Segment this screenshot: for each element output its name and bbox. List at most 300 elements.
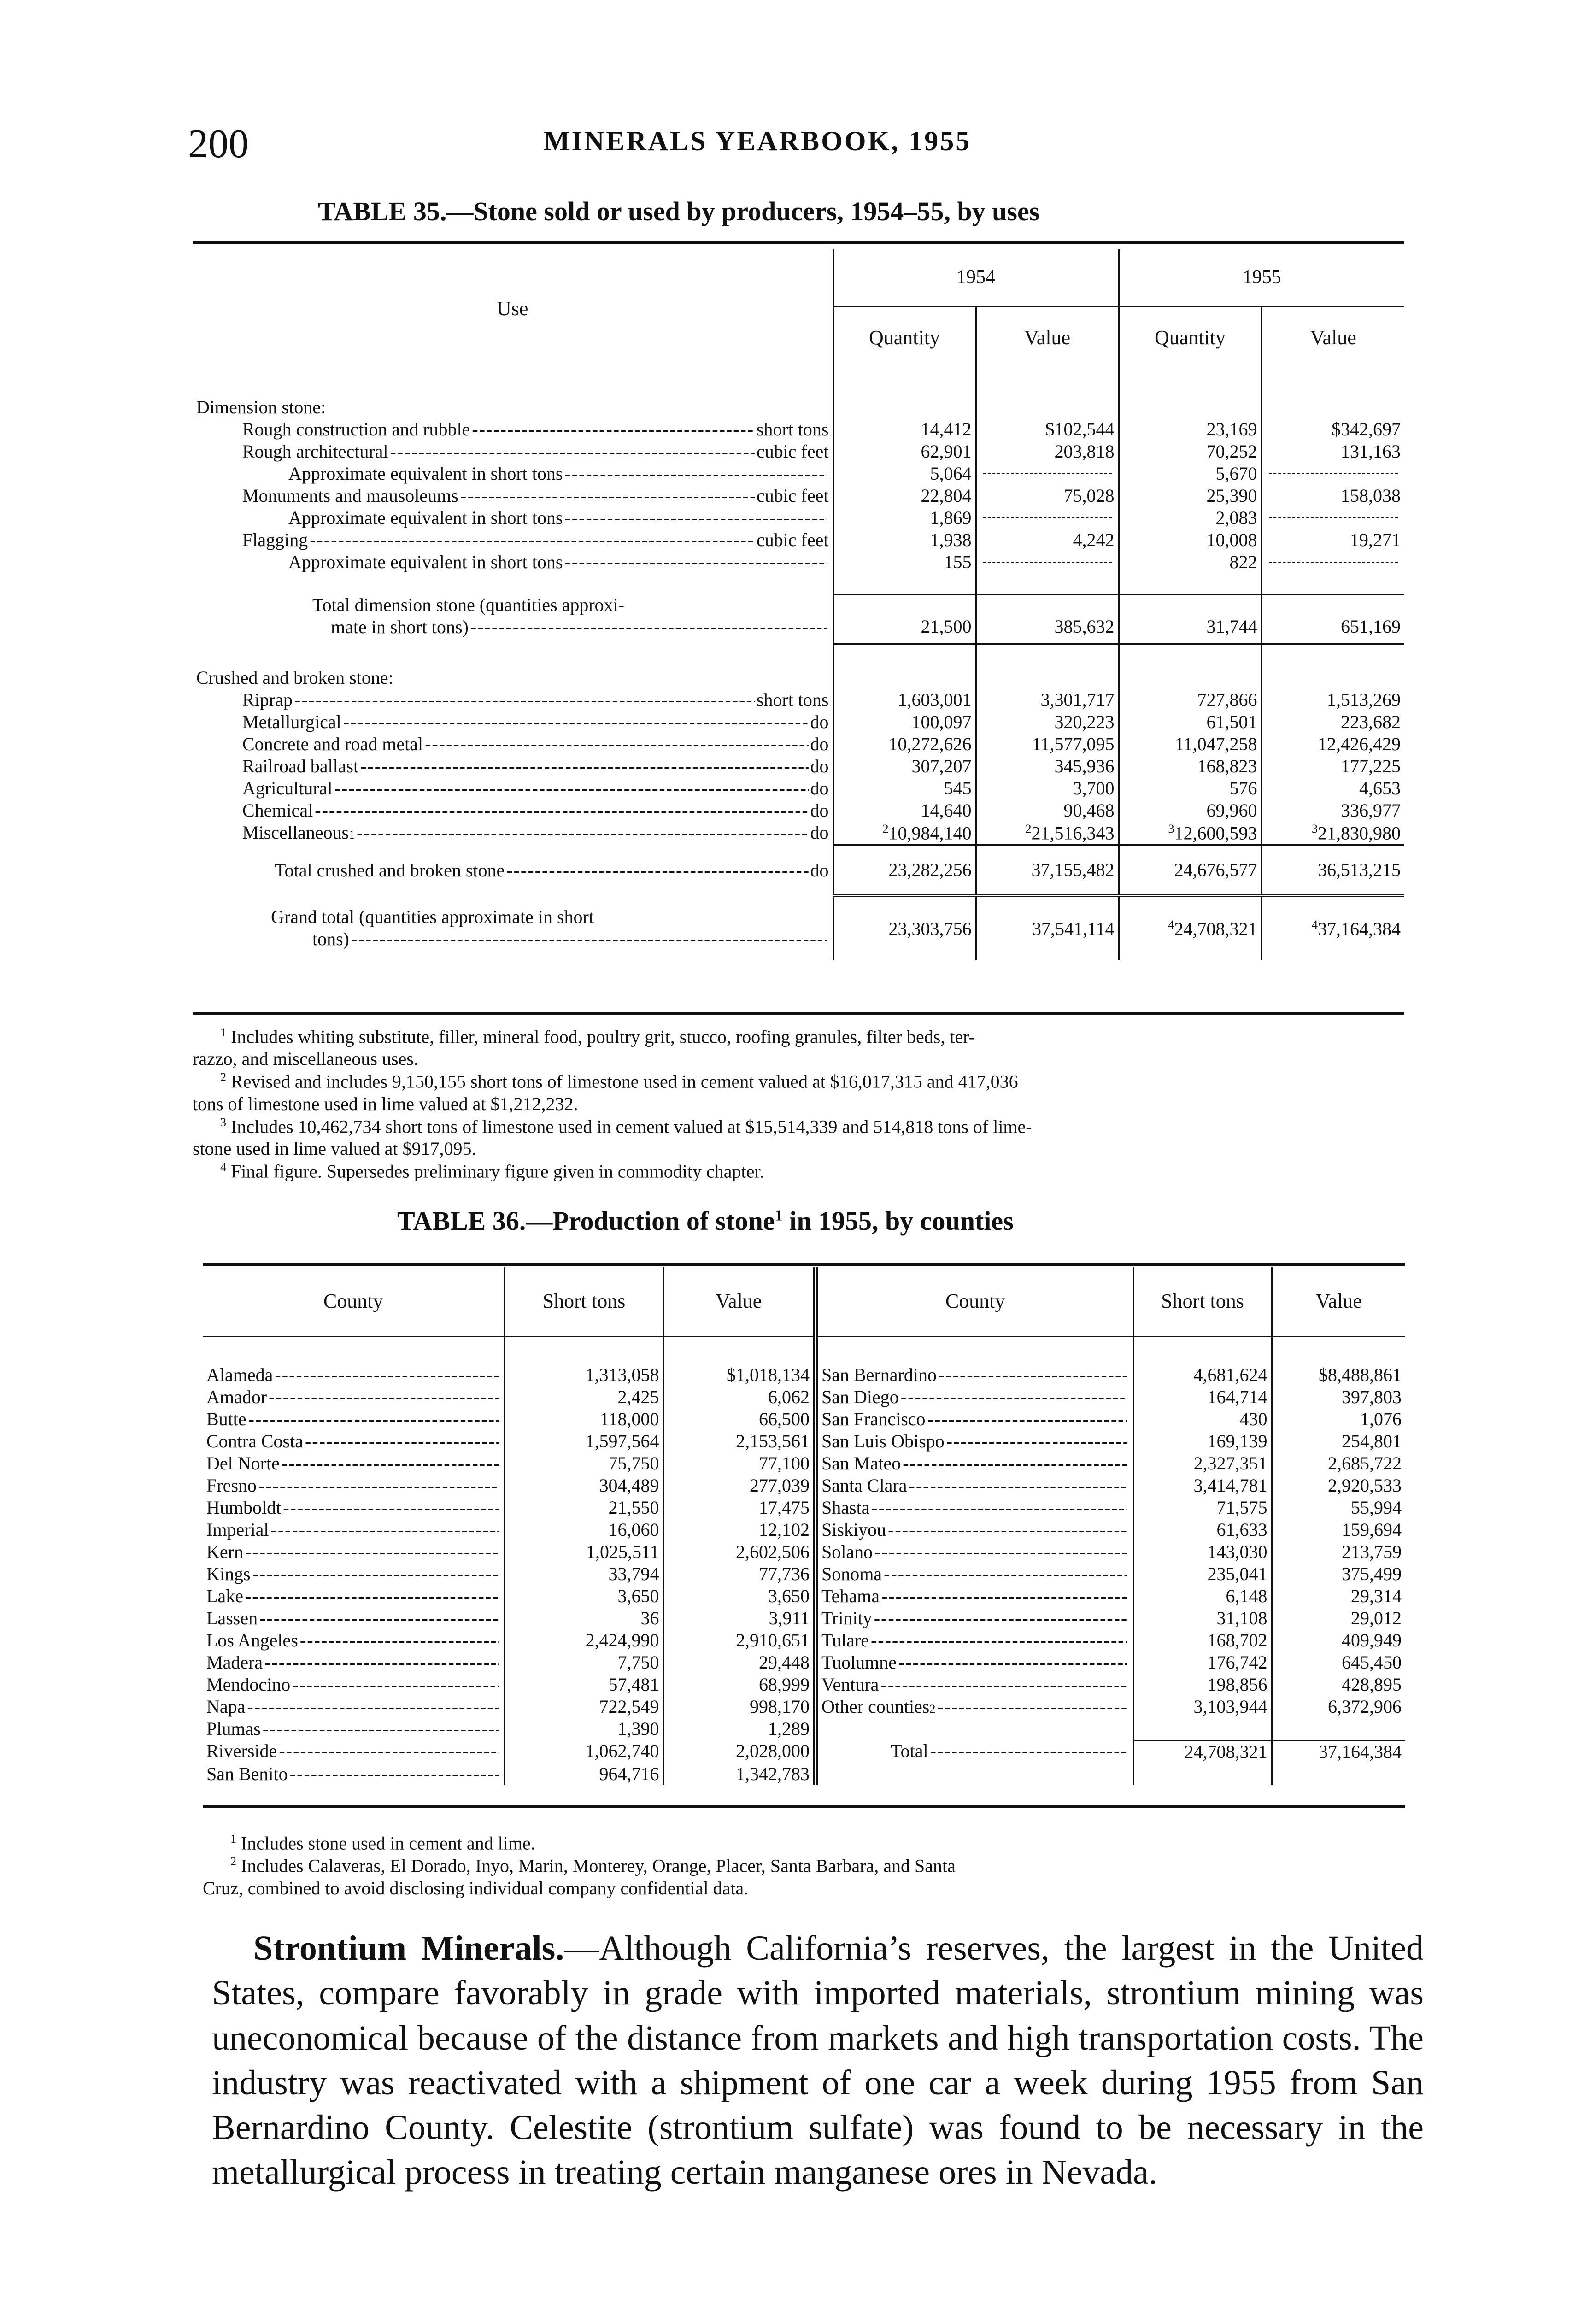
row-label-text: Sonoma [821, 1563, 882, 1584]
row-label-text: Grand total (quantities approximate in short [271, 906, 594, 927]
footnote-marker: 1 [220, 1026, 226, 1039]
table-cell [663, 1696, 816, 1718]
table-row-label [816, 1386, 1133, 1408]
cell-value: $102,544 [1045, 419, 1115, 440]
table-row-label [816, 1497, 1133, 1519]
table-row-label [203, 1386, 505, 1408]
table-row-label [193, 418, 833, 441]
footnote-marker: 1 [349, 828, 355, 841]
table-cell [833, 896, 976, 960]
table-cell [1119, 733, 1262, 755]
table36 [203, 1267, 1405, 1785]
table-cell [833, 845, 976, 896]
table-row-label [203, 1740, 505, 1763]
cell-value: 21,550 [608, 1497, 659, 1518]
table-cell [1133, 1430, 1272, 1452]
table-cell [1272, 1475, 1405, 1497]
table-cell [1133, 1541, 1272, 1563]
paragraph-text: —Although California’s reserves, the largest in the United States, compare favorably in grade with imported materials, strontium mining was uneconomical because of the distance from markets and high transportation costs. The industry was reactivated with a shipment of one car a week during 1955 from San Bernardino County. Celestite (strontium sulfate) was found to be necessary in the metallurgical process in treating certain manganese ores in Nevada. [212, 1929, 1424, 2192]
table-cell [1133, 1497, 1272, 1519]
table-row-label [203, 1585, 505, 1607]
cell-value: 11,047,258 [1174, 734, 1257, 754]
cell-value: 3,414,781 [1193, 1475, 1267, 1496]
table-cell [663, 1364, 816, 1386]
cell-value: 1,390 [617, 1718, 659, 1739]
table-cell [1133, 1740, 1272, 1763]
row-label-text: San Mateo [821, 1453, 901, 1474]
table-row-label [816, 1519, 1133, 1541]
cell-value: 2,327,351 [1193, 1453, 1267, 1474]
cell-value: 66,500 [759, 1409, 810, 1429]
table-cell [1133, 1408, 1272, 1430]
row-label-text: Monuments and mausoleums [242, 485, 458, 506]
row-label-text: Plumas [206, 1718, 261, 1739]
table35-bottom-rule [193, 1012, 1404, 1015]
cell-value: 37,164,384 [1319, 1741, 1402, 1762]
table-cell [1119, 551, 1262, 573]
cell-value: 998,170 [750, 1696, 810, 1717]
cell-value: 17,475 [759, 1497, 810, 1518]
table-cell [1272, 1386, 1405, 1408]
table36-col-tons-right: Short tons [1133, 1267, 1272, 1336]
table-cell [1272, 1430, 1405, 1452]
table35-year-1955: 1955 [1119, 249, 1404, 306]
table-cell [833, 777, 976, 799]
table-row-label [816, 1563, 1133, 1585]
table-cell [976, 777, 1119, 799]
table-cell [505, 1541, 663, 1563]
table-row-label [203, 1607, 505, 1629]
table-cell [663, 1386, 816, 1408]
table-row [203, 1430, 1405, 1452]
table-cell [1272, 1696, 1405, 1718]
cell-value: 155 [944, 552, 972, 572]
table-cell [833, 441, 976, 463]
table-cell [1272, 1364, 1405, 1386]
table-cell [1272, 1629, 1405, 1652]
row-label-text: San Bernardino [821, 1364, 937, 1385]
row-label-text: Miscellaneous [242, 822, 349, 843]
footnote-marker: 4 [220, 1160, 226, 1174]
cell-value: 2,685,722 [1328, 1453, 1402, 1474]
running-title: MINERALS YEARBOOK, 1955 [544, 126, 972, 156]
row-unit-text: short tons [756, 419, 829, 440]
cell-value: 24,708,321 [1184, 1741, 1267, 1762]
cell-value: 304,489 [599, 1475, 659, 1496]
cell-value: 75,028 [1063, 485, 1115, 506]
cell-value: 7,750 [617, 1652, 659, 1673]
table-cell [1272, 1408, 1405, 1430]
cell-value: 2,920,533 [1328, 1475, 1402, 1496]
table-row [203, 1386, 1405, 1408]
row-label-text: Railroad ballast [242, 756, 359, 776]
cell-value: 22,804 [921, 485, 972, 506]
table-cell [1272, 1674, 1405, 1696]
cell-value: 118,000 [599, 1409, 659, 1429]
row-label-text: Santa Clara [821, 1475, 907, 1496]
table-row [193, 822, 1404, 845]
cell-value: 2,028,000 [736, 1740, 810, 1761]
table-row-label [203, 1475, 505, 1497]
table-cell [1119, 777, 1262, 799]
table-cell [505, 1364, 663, 1386]
table-row-label [193, 551, 833, 573]
table-cell [1262, 896, 1404, 960]
cell-value: 822 [1229, 552, 1257, 572]
row-label-text: Mendocino [206, 1674, 291, 1695]
row-label-text: Del Norte [206, 1453, 280, 1474]
table-row-label [203, 1629, 505, 1652]
table-row-label [203, 1763, 505, 1785]
table-row-label [816, 1607, 1133, 1629]
table-cell [1119, 896, 1262, 960]
cell-value: 4,681,624 [1193, 1364, 1267, 1385]
footnote-text: tons of limestone used in lime valued at $1,212,232. [193, 1093, 578, 1114]
table36-col-county-right: County [816, 1267, 1133, 1336]
table-cell [505, 1408, 663, 1430]
section-heading-text: Dimension stone: [196, 397, 326, 417]
strontium-paragraph [212, 1926, 1424, 2195]
table-cell [1262, 777, 1404, 799]
table36-col-tons-left: Short tons [505, 1267, 663, 1336]
table-cell [976, 845, 1119, 896]
cell-value: 36 [640, 1608, 659, 1628]
cell-value: 21,516,343 [1031, 823, 1115, 844]
cell-value: 213,759 [1342, 1541, 1402, 1562]
table-row-label [203, 1563, 505, 1585]
table-cell [1262, 799, 1404, 822]
table-cell [833, 551, 976, 573]
table-cell [663, 1674, 816, 1696]
table-total-label [816, 1740, 1133, 1763]
cell-value: 576 [1229, 778, 1257, 799]
table-cell [1262, 594, 1404, 644]
table-row [203, 1475, 1405, 1497]
table-cell [663, 1652, 816, 1674]
empty-cell [976, 507, 1119, 529]
table-row [193, 733, 1404, 755]
table-row [193, 551, 1404, 573]
table35 [193, 249, 1404, 960]
table-cell [1119, 822, 1262, 845]
table-cell [663, 1585, 816, 1607]
cell-value: 345,936 [1054, 756, 1115, 776]
row-label-text: Rough architectural [242, 441, 388, 462]
table-cell [663, 1607, 816, 1629]
cell-value: 90,468 [1063, 800, 1115, 821]
row-unit-text: do [810, 756, 829, 776]
row-label-text: Kings [206, 1563, 251, 1584]
footnote-marker: 2 [220, 1070, 226, 1084]
row-unit-text: do [810, 822, 829, 843]
table-row [193, 463, 1404, 485]
table-cell [1262, 733, 1404, 755]
table-cell [1133, 1585, 1272, 1607]
table-cell [1119, 799, 1262, 822]
footnote-marker: 2 [929, 1702, 936, 1716]
table-row-label [203, 1718, 505, 1740]
cell-value: 2,910,651 [736, 1630, 810, 1651]
table-cell [1272, 1497, 1405, 1519]
table-row-label [203, 1674, 505, 1696]
cell-value: $1,018,134 [727, 1364, 810, 1385]
table-row-label [193, 799, 833, 822]
cell-value: 37,155,482 [1031, 859, 1115, 880]
table-row-label [203, 1430, 505, 1452]
table36-caption-suffix: in 1955, by counties [789, 1206, 1014, 1236]
table-row-label [193, 689, 833, 711]
table-cell [505, 1563, 663, 1585]
table-cell [1262, 689, 1404, 711]
row-label-text: Kern [206, 1541, 243, 1562]
row-label-text: Napa [206, 1696, 246, 1717]
table36-col-county-left: County [323, 1289, 383, 1312]
table-cell [1119, 755, 1262, 777]
table-cell [1119, 845, 1262, 896]
table-cell [976, 485, 1119, 507]
footnote-text: Cruz, combined to avoid disclosing individual company confidential data. [203, 1877, 749, 1898]
table-row [193, 689, 1404, 711]
paragraph-heading: Strontium Minerals. [253, 1929, 564, 1968]
table-spacer [193, 369, 1404, 396]
cell-value: 61,633 [1216, 1519, 1267, 1540]
table-cell [505, 1629, 663, 1652]
cell-value: 33,794 [608, 1563, 659, 1584]
row-label-text: Concrete and road metal [242, 734, 423, 754]
cell-value: 198,856 [1207, 1674, 1267, 1695]
row-unit-text: cubic feet [756, 441, 829, 462]
cell-value: 16,060 [608, 1519, 659, 1540]
cell-value: 1,062,740 [585, 1740, 659, 1761]
row-label-text: Total crushed and broken stone [275, 859, 505, 881]
table-row [193, 441, 1404, 463]
cell-value: 3,650 [617, 1586, 659, 1606]
table-cell [1119, 418, 1262, 441]
footnote-text: razzo, and miscellaneous uses. [193, 1048, 418, 1070]
table-cell [1133, 1475, 1272, 1497]
table-row-label [203, 1364, 505, 1386]
row-label-text: Shasta [821, 1497, 870, 1518]
table-cell [505, 1718, 663, 1740]
cell-value: 62,901 [921, 441, 972, 462]
table35-year-1954: 1954 [833, 249, 1119, 306]
row-label-text: Amador [206, 1387, 267, 1407]
empty-cell [1262, 463, 1404, 485]
footnote-marker: 3 [220, 1115, 226, 1129]
table35-col-value-1954: Value [976, 306, 1119, 369]
row-unit-text: short tons [756, 689, 829, 710]
cell-value: 168,823 [1197, 756, 1257, 776]
cell-value: 1,603,001 [898, 689, 972, 710]
table-row-label [193, 463, 833, 485]
row-label-text: Imperial [206, 1519, 269, 1540]
table35-col-use: Use [497, 297, 528, 320]
row-label-text: Los Angeles [206, 1630, 298, 1651]
table-cell [833, 733, 976, 755]
table-cell [833, 799, 976, 822]
section-heading-text: Crushed and broken stone: [196, 667, 393, 688]
table-row-label [203, 1497, 505, 1519]
cell-value: 545 [944, 778, 972, 799]
table-cell [1262, 711, 1404, 733]
cell-value: 1,076 [1360, 1409, 1402, 1429]
cell-value: $342,697 [1332, 419, 1401, 440]
table-row [203, 1408, 1405, 1430]
cell-value: 2,153,561 [736, 1431, 810, 1452]
table-cell [1133, 1386, 1272, 1408]
cell-value: 3,301,717 [1040, 689, 1115, 710]
table-row-label [193, 822, 833, 845]
row-unit-text: cubic feet [756, 485, 829, 506]
table35-col-value-1955: Value [1262, 306, 1404, 369]
cell-value: 3,911 [769, 1608, 810, 1628]
table-cell [1262, 755, 1404, 777]
table-cell [505, 1430, 663, 1452]
cell-value: $8,488,861 [1319, 1364, 1402, 1385]
table-cell [976, 896, 1119, 960]
table-cell [976, 733, 1119, 755]
cell-value: 37,164,384 [1318, 918, 1401, 940]
table-cell [976, 822, 1119, 845]
table-row-label [816, 1408, 1133, 1430]
table-cell [663, 1497, 816, 1519]
table-cell [1272, 1541, 1405, 1563]
cell-value: 375,499 [1342, 1563, 1402, 1584]
cell-value: 277,039 [750, 1475, 810, 1496]
empty-cell [1262, 551, 1404, 573]
table-cell [505, 1674, 663, 1696]
footnote-marker: 3 [1312, 822, 1318, 835]
row-label-text: Other counties [821, 1696, 930, 1717]
table-cell [1133, 1652, 1272, 1674]
cell-value: 70,252 [1206, 441, 1257, 462]
table-cell [833, 463, 976, 485]
table-row-label [816, 1541, 1133, 1563]
table-row-label [816, 1652, 1133, 1674]
cell-value: 14,640 [921, 800, 972, 821]
cell-value: 177,225 [1341, 756, 1401, 776]
table-cell [976, 689, 1119, 711]
cell-value: 1,025,511 [586, 1541, 659, 1562]
row-label-text: Riverside [206, 1740, 277, 1761]
table-grand-total-row [193, 896, 1404, 960]
table-cell [663, 1408, 816, 1430]
table-row [203, 1607, 1405, 1629]
cell-value: 2,083 [1215, 507, 1257, 528]
table-row-label [193, 755, 833, 777]
table-row-label [816, 1475, 1133, 1497]
cell-value: 75,750 [608, 1453, 659, 1474]
cell-value: 31,744 [1206, 616, 1257, 637]
table-row [193, 485, 1404, 507]
cell-value: 29,012 [1351, 1608, 1402, 1628]
cell-value: 21,830,980 [1318, 823, 1401, 844]
table-cell [833, 822, 976, 845]
cell-value: 5,064 [930, 463, 972, 484]
cell-value: 10,008 [1206, 529, 1257, 550]
table-cell [1262, 845, 1404, 896]
cell-value: 223,682 [1341, 711, 1401, 732]
row-label-text: Contra Costa [206, 1431, 303, 1452]
table-row [203, 1652, 1405, 1674]
table-row-label [193, 845, 833, 896]
row-label-text: mate in short tons) [331, 617, 469, 637]
row-label-text: Butte [206, 1409, 246, 1429]
row-label-text: Approximate equivalent in short tons [288, 552, 563, 572]
table-row-label [203, 1696, 505, 1718]
cell-value: 1,342,783 [736, 1763, 810, 1784]
cell-value: 1,513,269 [1327, 689, 1401, 710]
cell-value: 3,700 [1073, 778, 1115, 799]
table-total-row [193, 594, 1404, 644]
table-row-label [193, 441, 833, 463]
cell-value: 385,632 [1054, 616, 1115, 637]
table-cell [663, 1629, 816, 1652]
table-cell [1119, 711, 1262, 733]
table-cell [1119, 594, 1262, 644]
table-row [193, 777, 1404, 799]
table-cell [833, 711, 976, 733]
footnote-marker: 2 [1025, 822, 1032, 835]
row-label-text: Flagging [242, 529, 308, 550]
row-unit-text: do [810, 859, 829, 881]
row-label-text: Chemical [242, 800, 313, 821]
table-cell [976, 441, 1119, 463]
table-cell [663, 1740, 816, 1763]
table-cell [1119, 441, 1262, 463]
footnote-text: stone used in lime valued at $917,095. [193, 1138, 476, 1159]
cell-value: 2,602,506 [736, 1541, 810, 1562]
table-row-label [203, 1652, 505, 1674]
cell-value: 19,271 [1350, 529, 1401, 550]
table-cell [976, 529, 1119, 551]
table-row-label [193, 594, 833, 644]
table36-col-value-right: Value [1272, 1267, 1405, 1336]
cell-value: 1,289 [768, 1718, 810, 1739]
cell-value: 24,676,577 [1174, 859, 1257, 880]
table-row [203, 1740, 1405, 1763]
cell-value: 1,869 [930, 507, 972, 528]
cell-value: 1,597,564 [585, 1431, 659, 1452]
table-row-label [193, 896, 833, 960]
table-cell [505, 1519, 663, 1541]
table-cell [1119, 463, 1262, 485]
cell-value: 4,653 [1359, 778, 1401, 799]
table-cell [1133, 1696, 1272, 1718]
cell-value: 6,062 [768, 1387, 810, 1407]
row-label-text: Siskiyou [821, 1519, 886, 1540]
table-row [203, 1364, 1405, 1386]
row-label-text: San Luis Obispo [821, 1431, 945, 1452]
row-unit-text: do [810, 734, 829, 754]
footnote-marker: 2 [230, 1855, 236, 1869]
row-unit-text: do [810, 711, 829, 732]
table-row-label [816, 1452, 1133, 1475]
footnote-text: Final figure. Supersedes preliminary figure given in commodity chapter. [231, 1161, 764, 1182]
cell-value: 77,736 [759, 1563, 810, 1584]
table-cell [1262, 418, 1404, 441]
row-label-text: Tulare [821, 1630, 869, 1651]
table-row-label [816, 1364, 1133, 1386]
cell-value: 203,818 [1054, 441, 1115, 462]
table-cell [663, 1475, 816, 1497]
footnote-text: Revised and includes 9,150,155 short tons of limestone used in cement valued at $16,017,315 and 417,036 [231, 1071, 1018, 1092]
row-label-text: Total dimension stone (quantities approxi- [312, 594, 625, 615]
table-cell [505, 1607, 663, 1629]
table-row-label [816, 1585, 1133, 1607]
table-cell [1262, 822, 1404, 845]
cell-value: 1,938 [930, 529, 972, 550]
